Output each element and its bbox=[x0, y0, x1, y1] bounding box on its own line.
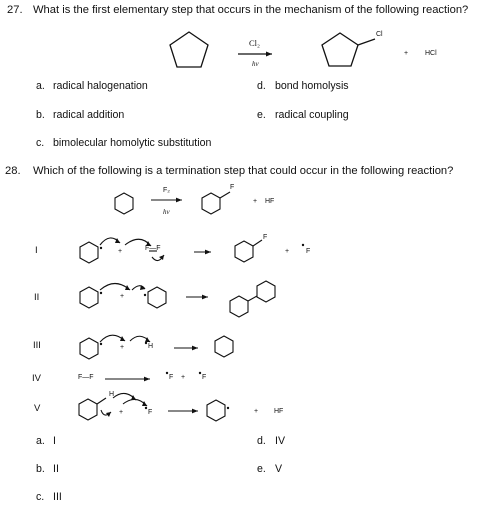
step5-cyclohexane bbox=[79, 399, 97, 420]
step4-plus: + bbox=[181, 374, 186, 381]
step-label-i: I bbox=[35, 245, 38, 256]
q28-option-e-letter: e. bbox=[257, 463, 266, 475]
q28-condition: hv bbox=[163, 208, 170, 216]
q28-option-b[interactable]: II bbox=[53, 463, 59, 475]
step3-plus: + bbox=[120, 344, 125, 351]
step5-h: H bbox=[109, 391, 115, 398]
q28-option-d-letter: d. bbox=[257, 435, 266, 447]
step3-product bbox=[215, 336, 233, 357]
q27-option-c-letter: c. bbox=[36, 137, 45, 149]
step5-f-radical-dot bbox=[145, 407, 147, 409]
step-label-v: V bbox=[34, 403, 41, 414]
step1-radical-dot bbox=[100, 247, 102, 249]
step4-ff: F—F bbox=[78, 374, 94, 381]
step-label-ii: II bbox=[34, 292, 40, 303]
bicyclohexyl-ring-1 bbox=[230, 296, 248, 317]
q27-option-d-letter: d. bbox=[257, 80, 266, 92]
step1-product-plus: + bbox=[285, 248, 290, 255]
q28-byproduct: HF bbox=[265, 198, 275, 205]
step-label-iv: IV bbox=[32, 373, 41, 384]
cyclohexane-reactant bbox=[115, 193, 133, 214]
q28-option-a[interactable]: I bbox=[53, 435, 56, 447]
step5-f: F bbox=[148, 409, 153, 416]
step4-f-radical-2: F bbox=[202, 374, 207, 381]
step1-product-ring bbox=[235, 241, 253, 262]
q28-plus: + bbox=[253, 198, 258, 205]
q27-option-e[interactable]: radical coupling bbox=[275, 109, 349, 121]
step1-cyclohexyl-radical bbox=[80, 242, 98, 263]
step3-h-radical-dot bbox=[145, 342, 147, 344]
q28-option-d[interactable]: IV bbox=[275, 435, 286, 447]
q28-option-c[interactable]: III bbox=[53, 491, 62, 503]
step5-product bbox=[207, 400, 225, 421]
q27-reagent: Cl₂ bbox=[249, 38, 260, 48]
step5-plus: + bbox=[119, 409, 124, 416]
q27-option-e-letter: e. bbox=[257, 109, 266, 121]
step1-plus: + bbox=[118, 248, 123, 255]
q27-text: What is the first elementary step that occurs in the mechanism of the following reaction? bbox=[33, 4, 469, 16]
q27-substituent: Cl bbox=[376, 31, 383, 38]
q27-option-c[interactable]: bimolecular homolytic substitution bbox=[53, 137, 212, 149]
bicyclohexyl-ring-2 bbox=[257, 281, 275, 302]
bicyclohexyl-bond bbox=[248, 296, 257, 301]
q28-substituent: F bbox=[230, 184, 235, 191]
step4-f-radical-dot-2 bbox=[199, 372, 201, 374]
q27-option-d[interactable]: bond homolysis bbox=[275, 80, 349, 92]
step5-ch-bond bbox=[97, 398, 106, 404]
c-f-bond bbox=[220, 192, 230, 198]
step1-product-f-radical: F bbox=[306, 248, 311, 255]
q27-option-b[interactable]: radical addition bbox=[53, 109, 125, 121]
step3-radical-dot bbox=[100, 343, 102, 345]
q28-option-a-letter: a. bbox=[36, 435, 45, 447]
q27-number: 27. bbox=[7, 4, 23, 16]
q28-text: Which of the following is a termination step that could occur in the following reaction? bbox=[33, 165, 454, 177]
q27-option-a[interactable]: radical halogenation bbox=[53, 80, 148, 92]
q27-option-b-letter: b. bbox=[36, 109, 45, 121]
step2-radical-dot-2 bbox=[144, 294, 146, 296]
q28-reagent: F₂ bbox=[163, 187, 170, 194]
step2-plus: + bbox=[120, 293, 125, 300]
q28-number: 28. bbox=[5, 165, 21, 177]
step5-product-radical-dot bbox=[227, 407, 229, 409]
q27-plus: + bbox=[404, 50, 409, 57]
step4-f-radical-1: F bbox=[169, 374, 174, 381]
q27-option-a-letter: a. bbox=[36, 80, 45, 92]
step5-product-plus: + bbox=[254, 408, 259, 415]
q28-option-e[interactable]: V bbox=[275, 463, 283, 475]
step2-radical-2 bbox=[148, 287, 166, 308]
q28-option-b-letter: b. bbox=[36, 463, 45, 475]
step1-product-radical-dot bbox=[302, 244, 304, 246]
step1-product-cf-bond bbox=[253, 240, 262, 246]
step2-radical-1 bbox=[80, 287, 98, 308]
step3-radical bbox=[80, 338, 98, 359]
step3-h: H bbox=[148, 343, 154, 350]
step1-ff: F—F bbox=[145, 245, 161, 252]
step2-radical-dot-1 bbox=[100, 292, 102, 294]
q28-option-c-letter: c. bbox=[36, 491, 45, 503]
fluorocyclohexane-ring bbox=[202, 193, 220, 214]
step1-product-cf-label: F bbox=[263, 234, 268, 241]
step5-product-hf: HF bbox=[274, 408, 284, 415]
step4-f-radical-dot-1 bbox=[166, 372, 168, 374]
q27-byproduct: HCl bbox=[425, 50, 437, 57]
q27-condition: hv bbox=[252, 60, 259, 68]
step-label-iii: III bbox=[33, 340, 41, 351]
